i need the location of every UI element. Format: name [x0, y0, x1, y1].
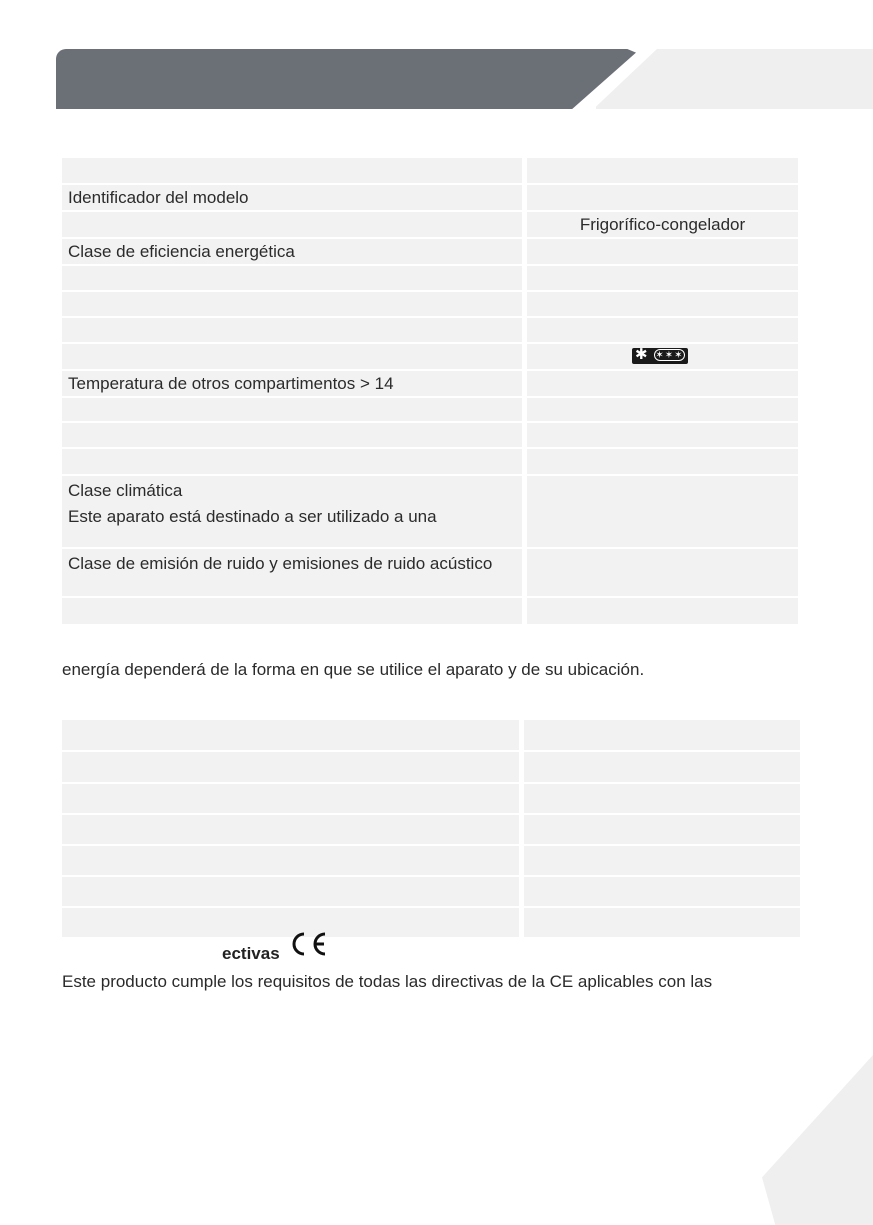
header-bar	[56, 49, 636, 109]
row-value	[527, 398, 798, 421]
table-row	[62, 212, 798, 237]
row-value	[527, 158, 798, 183]
row-value	[527, 371, 798, 396]
table-row	[62, 908, 798, 937]
row-value	[527, 598, 798, 624]
table-row	[62, 720, 798, 750]
row-label	[62, 266, 522, 290]
other-compartments-temp-label: Temperatura de otros compartimentos > 14	[62, 371, 522, 396]
row-label	[62, 423, 522, 447]
row-value	[527, 476, 798, 547]
table-row	[62, 846, 798, 875]
model-identifier-label: Identificador del modelo	[62, 185, 522, 210]
row-label	[62, 398, 522, 421]
row-label	[62, 815, 519, 844]
table-row	[62, 158, 798, 183]
table-row	[62, 449, 798, 474]
row-value	[527, 239, 798, 264]
row-value	[524, 784, 800, 813]
energy-note: energía dependerá de la forma en que se utilice el aparato y de su ubicación.	[62, 660, 645, 679]
table-row	[62, 423, 798, 447]
table-row	[62, 292, 798, 316]
noise-emission-label: Clase de emisión de ruido y emisiones de ruido acústico	[62, 549, 522, 596]
row-label	[62, 158, 522, 183]
row-value	[524, 908, 800, 937]
table-row	[62, 784, 798, 813]
header-tab	[596, 49, 873, 109]
table-row	[62, 752, 798, 782]
row-value	[527, 292, 798, 316]
page-corner-tab	[762, 1055, 873, 1225]
row-value	[527, 449, 798, 474]
table-row	[62, 266, 798, 290]
row-label	[62, 720, 519, 750]
row-label	[62, 846, 519, 875]
table-row	[62, 815, 798, 844]
row-value	[527, 318, 798, 342]
row-value	[527, 266, 798, 290]
table-row	[62, 398, 798, 421]
table-row	[62, 239, 798, 264]
table-row	[62, 598, 798, 624]
row-value	[524, 720, 800, 750]
directives-text: Este producto cumple los requisitos de todas las directivas de la CE aplicables con las	[62, 972, 713, 991]
row-value	[527, 423, 798, 447]
row-label	[62, 318, 522, 342]
row-label	[62, 752, 519, 782]
row-label	[62, 877, 519, 906]
row-value	[527, 185, 798, 210]
row-label	[62, 212, 522, 237]
row-label	[62, 598, 522, 624]
table-row	[62, 318, 798, 342]
stars-badge: ✶✶✶	[655, 350, 684, 361]
table-row	[62, 476, 798, 547]
table-row	[62, 185, 798, 210]
row-value	[527, 549, 798, 596]
climate-class-cell	[62, 476, 522, 547]
row-label	[62, 449, 522, 474]
snowflake-icon: ✱	[635, 346, 648, 363]
row-label	[62, 344, 522, 369]
row-label	[62, 784, 519, 813]
freezer-star-rating-icon	[632, 348, 688, 364]
table-row	[62, 549, 798, 596]
row-label	[62, 292, 522, 316]
energy-class-label: Clase de eficiencia energética	[62, 239, 522, 264]
row-value	[524, 846, 800, 875]
ce-mark-icon	[287, 930, 331, 958]
climate-class-label: Clase climática	[68, 481, 183, 500]
row-value	[524, 752, 800, 782]
table-row	[62, 371, 798, 396]
row-value	[524, 877, 800, 906]
climate-class-description: Este aparato está destinado a ser utilizado a una	[68, 507, 437, 526]
row-value	[524, 815, 800, 844]
appliance-category-value: Frigorífico-congelador	[527, 212, 798, 237]
table-row	[62, 877, 798, 906]
directives-heading: ectivas	[222, 944, 280, 963]
